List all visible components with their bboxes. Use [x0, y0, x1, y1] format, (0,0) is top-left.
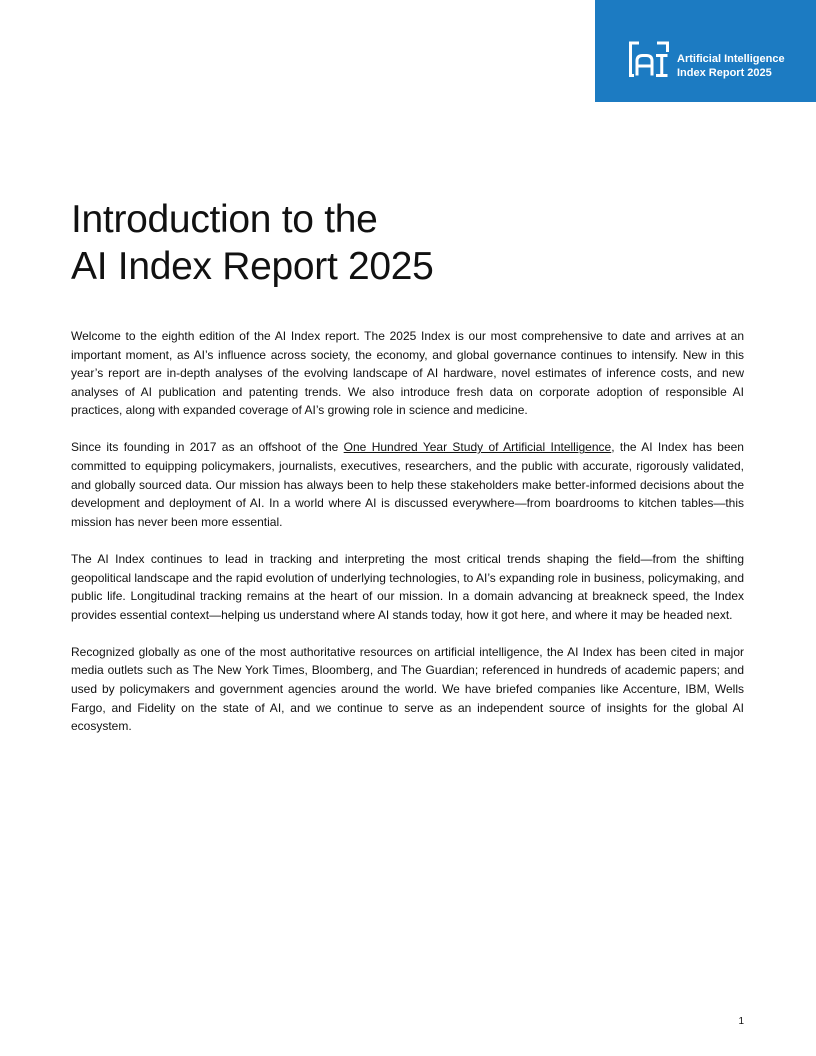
report-header-badge	[595, 0, 816, 102]
badge-line-1: Artificial Intelligence	[677, 53, 785, 65]
hundred-year-study-link[interactable]: One Hundred Year Study of Artificial Intelligence	[343, 440, 612, 455]
report-badge-title	[677, 52, 785, 80]
ai-index-logo-icon	[628, 40, 670, 78]
badge-line-2: Index Report 2025	[677, 67, 772, 79]
paragraph-2	[71, 438, 744, 531]
page-title-line-1: Introduction to the	[71, 198, 378, 241]
paragraph-2-lead: Since its founding in 2017 as an offshoot of the	[71, 440, 344, 455]
paragraph-3: The AI Index continues to lead in tracking and interpreting the most critical trends shaping the field—from the shifting geopolitical landscape and the rapid evolution of underlying technologies, to AI’s expanding role in business, policymaking, and public life. Longitudinal tracking remains at the heart of our mission. In a domain advancing at breakneck speed, the Index provides essential context—helping us understand where AI stands today, how it got here, and where it may be headed next.	[71, 551, 744, 622]
body-text	[71, 327, 744, 754]
page-title	[71, 196, 434, 290]
paragraph-1: Welcome to the eighth edition of the AI Index report. The 2025 Index is our most comprehensive to date and arrives at an important moment, as AI’s influence across society, the economy, and global governance continues to intensify. New in this year’s report are in-depth analyses of the evolving landscape of AI hardware, novel estimates of inference costs, and new analyses of AI publication and patenting trends. We also introduce fresh data on corporate adoption of responsible AI practices, along with expanded coverage of AI’s growing role in science and medicine.	[71, 329, 744, 418]
page-title-line-2: AI Index Report 2025	[71, 245, 434, 288]
paragraph-4: Recognized globally as one of the most authoritative resources on artificial intelligence, the AI Index has been cited in major media outlets such as The New York Times, Bloomberg, and The Guardian; referenced in hundreds of academic papers; and used by policymakers and government agencies around the world. We have briefed companies like Accenture, IBM, Wells Fargo, and Fidelity on the state of AI, and we continue to serve as an independent source of insights for the global AI ecosystem.	[71, 644, 744, 734]
paragraph-2-rest: , the AI Index has been committed to equipping policymakers, journalists, executives, researchers, and the public with accurate, rigorously validated, and globally sourced data. Our mission has always been to help these stakeholders make better-informed decisions about the development and deployment of AI. In a world where AI is discussed everywhere—from boardrooms to kitchen tables—this mission has never been more essential.	[71, 440, 744, 529]
page-number: 1	[738, 1016, 744, 1027]
